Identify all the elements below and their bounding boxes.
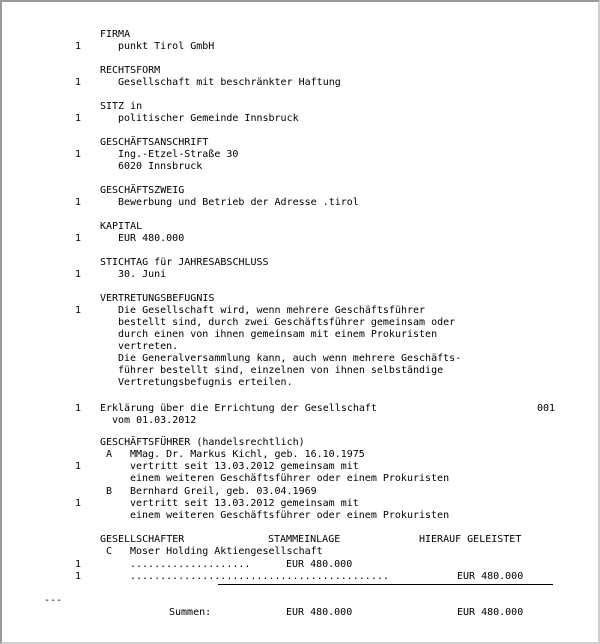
totals-label: Summen: <box>169 607 212 618</box>
entry-value: führer bestellt sind, einzelnen von ihnen selbständige <box>118 365 444 376</box>
shareholder-name: Moser Holding Aktiengesellschaft <box>130 546 323 557</box>
entry-number: 1 <box>75 269 82 280</box>
entry-number: 1 <box>75 498 82 509</box>
manager-detail: vertritt seit 13.03.2012 gemeinsam mit <box>130 461 359 472</box>
entry-value: Vertretungsbefugnis erteilen. <box>118 377 293 388</box>
section-heading-stichtag: STICHTAG für JAHRESABSCHLUSS <box>100 257 269 268</box>
entry-value: EUR 480.000 <box>118 233 185 244</box>
entry-number: 1 <box>75 77 82 88</box>
entry-number: 1 <box>75 559 82 570</box>
entry-value: Bewerbung und Betrieb der Adresse .tirol <box>118 197 359 208</box>
entry-value: Die Gesellschaft wird, wenn mehrere Geschäftsführer <box>118 305 426 316</box>
section-heading-geschaeftszweig: GESCHÄFTSZWEIG <box>100 185 185 196</box>
section-heading-vertretungsbefugnis: VERTRETUNGSBEFUGNIS <box>100 293 215 304</box>
entry-value: vertreten. <box>118 341 179 352</box>
manager-name: MMag. Dr. Markus Kichl, geb. 16.10.1975 <box>130 449 365 460</box>
entry-value: 30. Juni <box>118 269 167 280</box>
entry-number: 1 <box>75 113 82 124</box>
manager-name: Bernhard Greil, geb. 03.04.1969 <box>130 486 317 497</box>
entry-number: 1 <box>75 305 82 316</box>
entry-value: 6020 Innsbruck <box>118 161 203 172</box>
manager-letter: A <box>106 449 113 460</box>
declaration-date: vom 01.03.2012 <box>112 415 197 426</box>
total-paid: EUR 480.000 <box>457 607 524 618</box>
leader-dots: ........................................... <box>130 571 389 582</box>
entry-number: 1 <box>75 571 82 582</box>
paid-amount: EUR 480.000 <box>457 571 524 582</box>
entry-value: politischer Gemeinde Innsbruck <box>118 113 299 124</box>
manager-detail: einem weiteren Geschäftsführer oder einem Prokuristen <box>130 510 450 521</box>
section-heading-firma: FIRMA <box>100 29 131 40</box>
page-break-marker: --- <box>44 595 63 606</box>
declaration-text: Erklärung über die Errichtung der Gesellschaft <box>100 403 377 414</box>
entry-value: punkt Tirol GmbH <box>118 41 215 52</box>
shareholder-letter: C <box>106 546 113 557</box>
section-heading-geschaeftsanschrift: GESCHÄFTSANSCHRIFT <box>100 137 209 148</box>
contribution-amount: EUR 480.000 <box>286 559 353 570</box>
leader-dots: .................... <box>130 559 251 570</box>
entry-number: 1 <box>75 403 82 414</box>
shareholders-header-paid: HIERAUF GELEISTET <box>419 534 522 545</box>
total-contribution: EUR 480.000 <box>286 607 353 618</box>
entry-value: Gesellschaft mit beschränkter Haftung <box>118 77 341 88</box>
entry-value: bestellt sind, durch zwei Geschäftsführer gemeinsam oder <box>118 317 456 328</box>
section-heading-sitz: SITZ in <box>100 101 143 112</box>
entry-number: 1 <box>75 149 82 160</box>
section-heading-geschaeftsfuehrer: GESCHÄFTSFÜHRER (handelsrechtlich) <box>100 437 305 448</box>
section-heading-kapital: KAPITAL <box>100 221 143 232</box>
separator-line <box>218 584 553 585</box>
manager-detail: einem weiteren Geschäftsführer oder einem Prokuristen <box>130 473 450 484</box>
entry-number: 1 <box>75 461 82 472</box>
shareholders-header-name: GESELLSCHAFTER <box>100 534 185 545</box>
entry-value: Ing.-Etzel-Straße 30 <box>118 149 239 160</box>
entry-number: 1 <box>75 41 82 52</box>
shareholders-header-contribution: STAMMEINLAGE <box>268 534 341 545</box>
entry-number: 1 <box>75 197 82 208</box>
entry-value: Die Generalversammlung kann, auch wenn mehrere Geschäfts- <box>118 353 462 364</box>
declaration-code: 001 <box>537 403 556 414</box>
manager-detail: vertritt seit 13.03.2012 gemeinsam mit <box>130 498 359 509</box>
section-heading-rechtsform: RECHTSFORM <box>100 65 161 76</box>
entry-number: 1 <box>75 233 82 244</box>
entry-value: durch einen von ihnen gemeinsam mit einem Prokuristen <box>118 329 438 340</box>
manager-letter: B <box>106 486 113 497</box>
